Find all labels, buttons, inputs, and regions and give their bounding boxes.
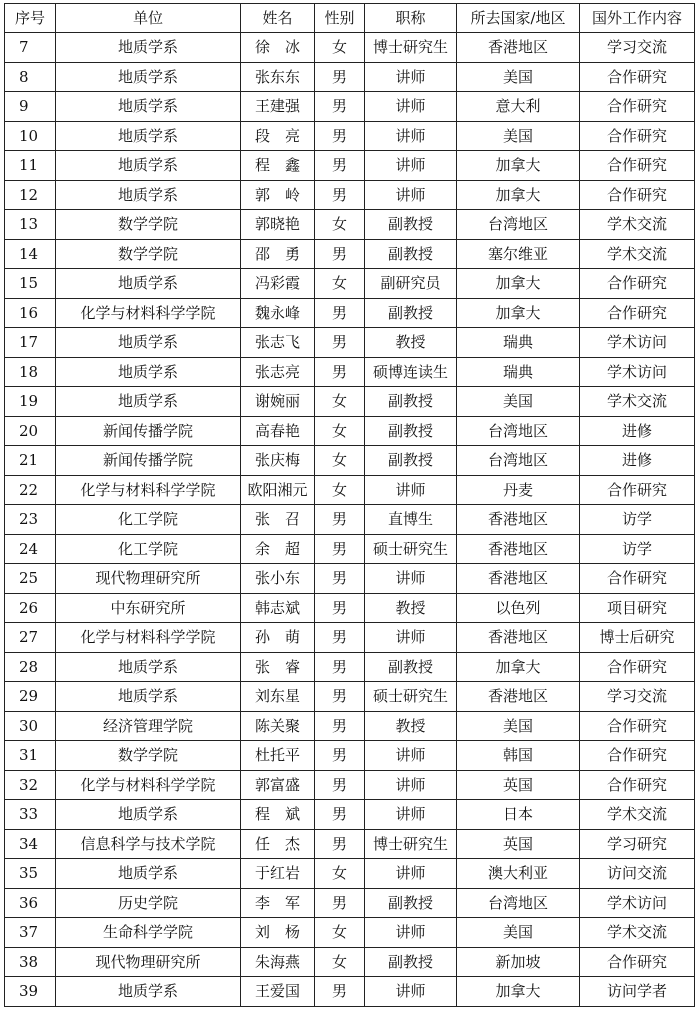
table-row <box>5 475 695 505</box>
cell-name: 张庆梅 <box>241 446 315 476</box>
cell-index: 25 <box>5 564 56 594</box>
header-index: 序号 <box>5 4 56 33</box>
cell-unit: 化学与材料科学学院 <box>56 475 241 505</box>
cell-work-content: 学术访问 <box>580 328 695 358</box>
table-row <box>5 180 695 210</box>
cell-work-content: 访学 <box>580 505 695 535</box>
cell-name: 杜托平 <box>241 741 315 771</box>
cell-title: 副教授 <box>365 210 457 240</box>
table-row <box>5 298 695 328</box>
table-row <box>5 151 695 181</box>
cell-work-content: 学术访问 <box>580 357 695 387</box>
cell-gender: 男 <box>315 505 365 535</box>
cell-gender: 女 <box>315 210 365 240</box>
cell-destination: 英国 <box>457 770 580 800</box>
cell-destination: 台湾地区 <box>457 416 580 446</box>
table-row <box>5 829 695 859</box>
cell-index: 21 <box>5 446 56 476</box>
cell-work-content: 访问交流 <box>580 859 695 889</box>
cell-destination: 意大利 <box>457 92 580 122</box>
cell-name: 张志飞 <box>241 328 315 358</box>
cell-gender: 女 <box>315 918 365 948</box>
cell-unit: 生命科学学院 <box>56 918 241 948</box>
cell-index: 35 <box>5 859 56 889</box>
cell-index: 19 <box>5 387 56 417</box>
cell-work-content: 合作研究 <box>580 947 695 977</box>
cell-name: 韩志斌 <box>241 593 315 623</box>
table-row <box>5 888 695 918</box>
cell-name: 张东东 <box>241 62 315 92</box>
cell-gender: 男 <box>315 623 365 653</box>
cell-title: 副教授 <box>365 416 457 446</box>
cell-title: 副教授 <box>365 947 457 977</box>
cell-work-content: 合作研究 <box>580 770 695 800</box>
cell-name: 李 军 <box>241 888 315 918</box>
cell-index: 11 <box>5 151 56 181</box>
cell-destination: 加拿大 <box>457 652 580 682</box>
cell-unit: 地质学系 <box>56 121 241 151</box>
cell-destination: 香港地区 <box>457 33 580 63</box>
cell-unit: 地质学系 <box>56 800 241 830</box>
cell-name: 张 睿 <box>241 652 315 682</box>
table-row <box>5 269 695 299</box>
cell-unit: 现代物理研究所 <box>56 564 241 594</box>
cell-destination: 香港地区 <box>457 682 580 712</box>
cell-index: 36 <box>5 888 56 918</box>
table-row <box>5 859 695 889</box>
cell-destination: 以色列 <box>457 593 580 623</box>
cell-index: 16 <box>5 298 56 328</box>
cell-name: 陈关聚 <box>241 711 315 741</box>
table-row <box>5 328 695 358</box>
cell-name: 高春艳 <box>241 416 315 446</box>
cell-title: 讲师 <box>365 475 457 505</box>
cell-index: 37 <box>5 918 56 948</box>
cell-title: 副教授 <box>365 298 457 328</box>
cell-index: 7 <box>5 33 56 63</box>
cell-gender: 男 <box>315 534 365 564</box>
table-row <box>5 711 695 741</box>
cell-destination: 香港地区 <box>457 505 580 535</box>
table-header <box>5 4 695 33</box>
cell-gender: 男 <box>315 770 365 800</box>
cell-unit: 地质学系 <box>56 33 241 63</box>
cell-work-content: 进修 <box>580 446 695 476</box>
cell-title: 讲师 <box>365 564 457 594</box>
cell-destination: 美国 <box>457 711 580 741</box>
cell-gender: 女 <box>315 33 365 63</box>
cell-index: 8 <box>5 62 56 92</box>
cell-work-content: 学术交流 <box>580 800 695 830</box>
cell-title: 硕博连读生 <box>365 357 457 387</box>
cell-title: 讲师 <box>365 800 457 830</box>
table-row <box>5 593 695 623</box>
cell-unit: 化学与材料科学学院 <box>56 623 241 653</box>
cell-unit: 历史学院 <box>56 888 241 918</box>
table-row <box>5 741 695 771</box>
cell-destination: 美国 <box>457 121 580 151</box>
cell-gender: 女 <box>315 416 365 446</box>
table-row <box>5 534 695 564</box>
cell-index: 20 <box>5 416 56 446</box>
table-row <box>5 357 695 387</box>
cell-title: 副教授 <box>365 239 457 269</box>
table-row <box>5 564 695 594</box>
cell-title: 直博生 <box>365 505 457 535</box>
cell-index: 32 <box>5 770 56 800</box>
cell-name: 谢婉丽 <box>241 387 315 417</box>
cell-work-content: 合作研究 <box>580 564 695 594</box>
cell-index: 28 <box>5 652 56 682</box>
cell-gender: 男 <box>315 888 365 918</box>
cell-unit: 地质学系 <box>56 328 241 358</box>
table-row <box>5 210 695 240</box>
cell-gender: 女 <box>315 269 365 299</box>
header-gender: 性别 <box>315 4 365 33</box>
cell-unit: 中东研究所 <box>56 593 241 623</box>
cell-index: 33 <box>5 800 56 830</box>
cell-destination: 台湾地区 <box>457 210 580 240</box>
cell-name: 余 超 <box>241 534 315 564</box>
cell-destination: 新加坡 <box>457 947 580 977</box>
cell-work-content: 博士后研究 <box>580 623 695 653</box>
cell-unit: 地质学系 <box>56 92 241 122</box>
cell-name: 段 亮 <box>241 121 315 151</box>
cell-name: 邵 勇 <box>241 239 315 269</box>
cell-work-content: 合作研究 <box>580 652 695 682</box>
cell-unit: 地质学系 <box>56 387 241 417</box>
cell-title: 讲师 <box>365 623 457 653</box>
cell-unit: 地质学系 <box>56 977 241 1007</box>
cell-work-content: 项目研究 <box>580 593 695 623</box>
cell-name: 徐 冰 <box>241 33 315 63</box>
cell-work-content: 学术交流 <box>580 918 695 948</box>
cell-index: 31 <box>5 741 56 771</box>
cell-work-content: 合作研究 <box>580 180 695 210</box>
cell-unit: 数学学院 <box>56 741 241 771</box>
cell-work-content: 合作研究 <box>580 92 695 122</box>
table-row <box>5 623 695 653</box>
cell-work-content: 合作研究 <box>580 151 695 181</box>
cell-gender: 男 <box>315 800 365 830</box>
cell-title: 硕士研究生 <box>365 682 457 712</box>
header-unit: 单位 <box>56 4 241 33</box>
cell-name: 刘 杨 <box>241 918 315 948</box>
cell-title: 副教授 <box>365 888 457 918</box>
cell-work-content: 学术交流 <box>580 210 695 240</box>
cell-name: 程 斌 <box>241 800 315 830</box>
table-row <box>5 947 695 977</box>
cell-title: 讲师 <box>365 741 457 771</box>
table-row <box>5 770 695 800</box>
cell-destination: 韩国 <box>457 741 580 771</box>
cell-destination: 香港地区 <box>457 623 580 653</box>
cell-index: 26 <box>5 593 56 623</box>
cell-work-content: 合作研究 <box>580 741 695 771</box>
table-row <box>5 800 695 830</box>
cell-unit: 信息科学与技术学院 <box>56 829 241 859</box>
cell-unit: 地质学系 <box>56 151 241 181</box>
cell-destination: 加拿大 <box>457 298 580 328</box>
cell-unit: 化工学院 <box>56 534 241 564</box>
header-name: 姓名 <box>241 4 315 33</box>
cell-work-content: 合作研究 <box>580 475 695 505</box>
cell-gender: 女 <box>315 947 365 977</box>
cell-unit: 地质学系 <box>56 652 241 682</box>
cell-title: 讲师 <box>365 92 457 122</box>
cell-gender: 女 <box>315 859 365 889</box>
cell-destination: 澳大利亚 <box>457 859 580 889</box>
cell-gender: 男 <box>315 682 365 712</box>
cell-index: 24 <box>5 534 56 564</box>
cell-name: 郭晓艳 <box>241 210 315 240</box>
cell-destination: 加拿大 <box>457 977 580 1007</box>
header-title: 职称 <box>365 4 457 33</box>
cell-unit: 数学学院 <box>56 239 241 269</box>
cell-destination: 加拿大 <box>457 180 580 210</box>
cell-work-content: 合作研究 <box>580 62 695 92</box>
cell-index: 39 <box>5 977 56 1007</box>
cell-name: 于红岩 <box>241 859 315 889</box>
cell-destination: 台湾地区 <box>457 446 580 476</box>
cell-title: 副教授 <box>365 652 457 682</box>
table-row <box>5 387 695 417</box>
table-row <box>5 918 695 948</box>
cell-index: 17 <box>5 328 56 358</box>
table-row <box>5 682 695 712</box>
cell-title: 讲师 <box>365 151 457 181</box>
cell-name: 张小东 <box>241 564 315 594</box>
cell-title: 讲师 <box>365 121 457 151</box>
cell-index: 18 <box>5 357 56 387</box>
cell-index: 29 <box>5 682 56 712</box>
cell-destination: 丹麦 <box>457 475 580 505</box>
cell-name: 刘东星 <box>241 682 315 712</box>
cell-work-content: 学术交流 <box>580 239 695 269</box>
cell-name: 张志亮 <box>241 357 315 387</box>
cell-name: 冯彩霞 <box>241 269 315 299</box>
cell-work-content: 合作研究 <box>580 298 695 328</box>
table-row <box>5 652 695 682</box>
cell-index: 10 <box>5 121 56 151</box>
personnel-table <box>4 3 695 1007</box>
cell-unit: 新闻传播学院 <box>56 416 241 446</box>
cell-gender: 男 <box>315 977 365 1007</box>
table-row <box>5 239 695 269</box>
cell-index: 9 <box>5 92 56 122</box>
cell-unit: 地质学系 <box>56 859 241 889</box>
cell-work-content: 合作研究 <box>580 121 695 151</box>
cell-gender: 男 <box>315 711 365 741</box>
cell-title: 教授 <box>365 328 457 358</box>
cell-gender: 女 <box>315 387 365 417</box>
cell-gender: 男 <box>315 564 365 594</box>
cell-title: 副研究员 <box>365 269 457 299</box>
cell-name: 郭 岭 <box>241 180 315 210</box>
cell-title: 博士研究生 <box>365 33 457 63</box>
cell-gender: 男 <box>315 357 365 387</box>
cell-name: 郭富盛 <box>241 770 315 800</box>
cell-gender: 男 <box>315 62 365 92</box>
cell-index: 22 <box>5 475 56 505</box>
cell-work-content: 学习交流 <box>580 33 695 63</box>
cell-unit: 化工学院 <box>56 505 241 535</box>
cell-destination: 塞尔维亚 <box>457 239 580 269</box>
table-row <box>5 977 695 1007</box>
cell-unit: 化学与材料科学学院 <box>56 298 241 328</box>
cell-gender: 男 <box>315 239 365 269</box>
cell-gender: 男 <box>315 593 365 623</box>
cell-gender: 男 <box>315 180 365 210</box>
cell-title: 副教授 <box>365 387 457 417</box>
cell-title: 博士研究生 <box>365 829 457 859</box>
header-row <box>5 4 695 33</box>
cell-destination: 瑞典 <box>457 328 580 358</box>
cell-name: 欧阳湘元 <box>241 475 315 505</box>
cell-title: 讲师 <box>365 977 457 1007</box>
cell-title: 讲师 <box>365 180 457 210</box>
cell-work-content: 合作研究 <box>580 711 695 741</box>
cell-unit: 化学与材料科学学院 <box>56 770 241 800</box>
table-row <box>5 446 695 476</box>
cell-unit: 经济管理学院 <box>56 711 241 741</box>
cell-unit: 数学学院 <box>56 210 241 240</box>
cell-gender: 男 <box>315 652 365 682</box>
cell-destination: 加拿大 <box>457 269 580 299</box>
cell-unit: 地质学系 <box>56 682 241 712</box>
cell-index: 34 <box>5 829 56 859</box>
table-row <box>5 92 695 122</box>
cell-gender: 女 <box>315 475 365 505</box>
cell-work-content: 合作研究 <box>580 269 695 299</box>
cell-index: 15 <box>5 269 56 299</box>
cell-index: 14 <box>5 239 56 269</box>
cell-unit: 地质学系 <box>56 269 241 299</box>
cell-work-content: 访问学者 <box>580 977 695 1007</box>
cell-destination: 香港地区 <box>457 564 580 594</box>
cell-name: 任 杰 <box>241 829 315 859</box>
cell-name: 朱海燕 <box>241 947 315 977</box>
cell-title: 教授 <box>365 593 457 623</box>
cell-name: 程 鑫 <box>241 151 315 181</box>
table-row <box>5 416 695 446</box>
cell-unit: 地质学系 <box>56 62 241 92</box>
cell-destination: 加拿大 <box>457 151 580 181</box>
cell-index: 30 <box>5 711 56 741</box>
cell-destination: 日本 <box>457 800 580 830</box>
cell-title: 硕士研究生 <box>365 534 457 564</box>
cell-work-content: 学习交流 <box>580 682 695 712</box>
cell-gender: 男 <box>315 328 365 358</box>
cell-destination: 美国 <box>457 387 580 417</box>
cell-index: 38 <box>5 947 56 977</box>
cell-title: 讲师 <box>365 859 457 889</box>
table-body <box>5 33 695 1007</box>
cell-work-content: 访学 <box>580 534 695 564</box>
header-work-content: 国外工作内容 <box>580 4 695 33</box>
cell-unit: 现代物理研究所 <box>56 947 241 977</box>
cell-name: 王爱国 <box>241 977 315 1007</box>
cell-title: 副教授 <box>365 446 457 476</box>
cell-gender: 男 <box>315 829 365 859</box>
cell-title: 讲师 <box>365 770 457 800</box>
cell-gender: 男 <box>315 298 365 328</box>
cell-destination: 美国 <box>457 62 580 92</box>
cell-destination: 瑞典 <box>457 357 580 387</box>
cell-gender: 男 <box>315 92 365 122</box>
cell-work-content: 进修 <box>580 416 695 446</box>
cell-index: 27 <box>5 623 56 653</box>
cell-index: 13 <box>5 210 56 240</box>
cell-work-content: 学术访问 <box>580 888 695 918</box>
cell-unit: 地质学系 <box>56 357 241 387</box>
table-row <box>5 62 695 92</box>
cell-title: 教授 <box>365 711 457 741</box>
cell-index: 23 <box>5 505 56 535</box>
cell-title: 讲师 <box>365 62 457 92</box>
cell-destination: 英国 <box>457 829 580 859</box>
cell-gender: 男 <box>315 151 365 181</box>
cell-work-content: 学习研究 <box>580 829 695 859</box>
header-destination: 所去国家/地区 <box>457 4 580 33</box>
cell-index: 12 <box>5 180 56 210</box>
cell-gender: 女 <box>315 446 365 476</box>
cell-name: 张 召 <box>241 505 315 535</box>
cell-name: 魏永峰 <box>241 298 315 328</box>
cell-destination: 台湾地区 <box>457 888 580 918</box>
cell-work-content: 学术交流 <box>580 387 695 417</box>
cell-destination: 美国 <box>457 918 580 948</box>
table-row <box>5 33 695 63</box>
table-row <box>5 505 695 535</box>
cell-gender: 男 <box>315 741 365 771</box>
cell-unit: 新闻传播学院 <box>56 446 241 476</box>
cell-name: 王建强 <box>241 92 315 122</box>
cell-title: 讲师 <box>365 918 457 948</box>
cell-gender: 男 <box>315 121 365 151</box>
cell-name: 孙 萌 <box>241 623 315 653</box>
cell-unit: 地质学系 <box>56 180 241 210</box>
table-row <box>5 121 695 151</box>
cell-destination: 香港地区 <box>457 534 580 564</box>
